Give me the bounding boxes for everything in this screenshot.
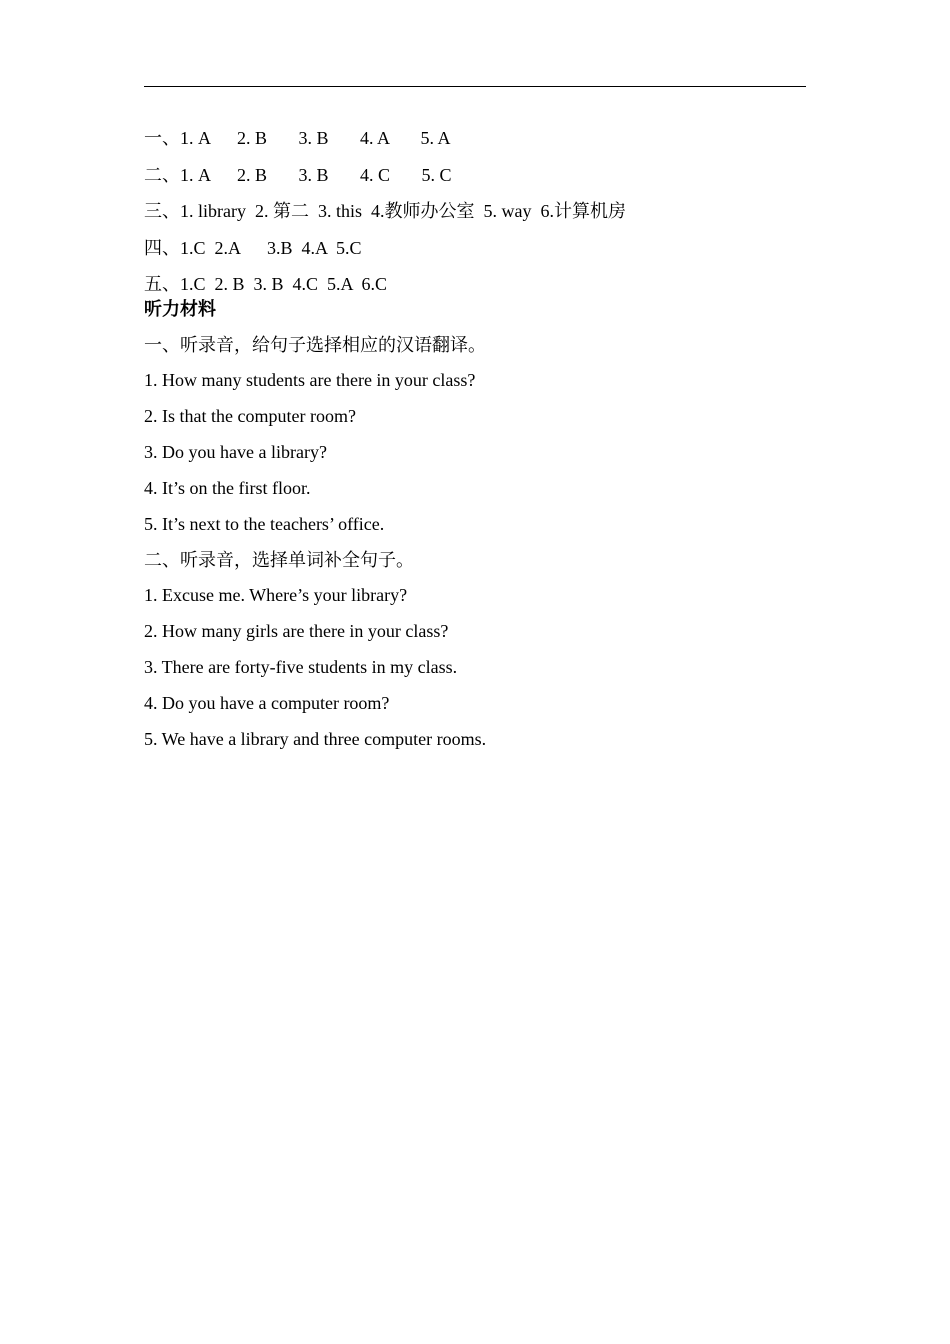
- answer-line-4: 四、1.C 2.A 3.B 4.A 5.C: [144, 238, 362, 258]
- section2-item: 4. Do you have a computer room?: [144, 693, 390, 713]
- section1-item: 5. It’s next to the teachers’ office.: [144, 514, 385, 534]
- section2-item: 1. Excuse me. Where’s your library?: [144, 585, 408, 605]
- section2-heading: 二、听录音，选择单词补全句子。: [144, 550, 414, 570]
- header-rule: [144, 86, 806, 87]
- listening-title: 听力材料: [144, 299, 216, 319]
- section1-item: 3. Do you have a library?: [144, 442, 327, 462]
- answer-line-3: 三、1. library 2. 第二 3. this 4.教师办公室 5. way 6.计算机房: [144, 201, 626, 221]
- section2-item: 3. There are forty-five students in my class.: [144, 657, 458, 677]
- section2-item: 2. How many girls are there in your class?: [144, 621, 449, 641]
- answer-line-5: 五、1.C 2. B 3. B 4.C 5.A 6.C: [144, 274, 388, 294]
- section1-item: 4. It’s on the first floor.: [144, 478, 311, 498]
- section1-heading: 一、听录音，给句子选择相应的汉语翻译。: [144, 335, 486, 355]
- section1-item: 1. How many students are there in your class?: [144, 370, 476, 390]
- answer-line-1: 一、1. A 2. B 3. B 4. A 5. A: [144, 128, 451, 148]
- answer-line-2: 二、1. A 2. B 3. B 4. C 5. C: [144, 165, 452, 185]
- section1-item: 2. Is that the computer room?: [144, 406, 356, 426]
- section2-item: 5. We have a library and three computer rooms.: [144, 729, 487, 749]
